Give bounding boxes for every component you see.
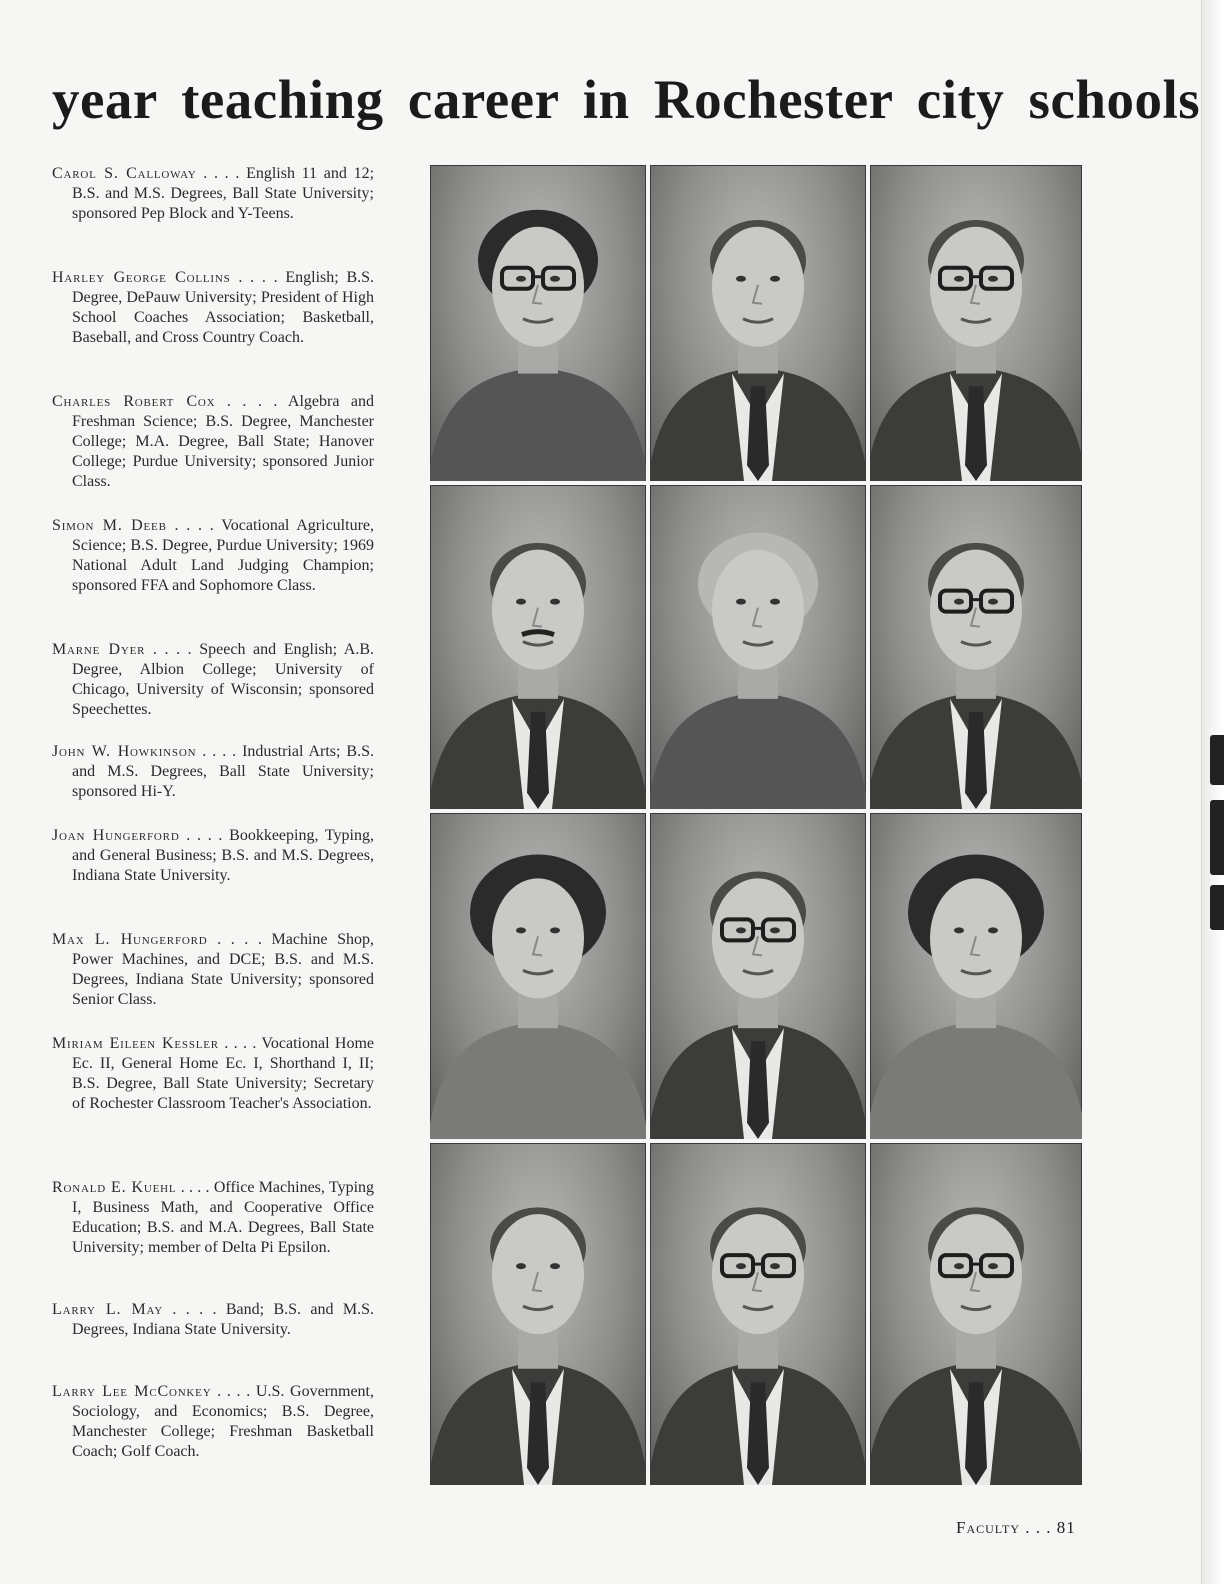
faculty-portrait [870,165,1082,481]
binder-tab [1210,800,1224,875]
faculty-bio: Larry L. May . . . . Band; B.S. and M.S. Degrees, Indiana State University. [52,1301,375,1338]
page-headline: year teaching career in Rochester city schools [52,69,1201,130]
faculty-bio: Max L. Hungerford . . . . Machine Shop, Power Machines, and DCE; B.S. and M.S. Degrees, Indiana State University; sponsored Senior Class. [52,931,374,1008]
faculty-portrait [870,1143,1082,1485]
faculty-portrait [430,813,646,1139]
faculty-portrait [650,165,866,481]
faculty-bio: John W. Howkinson . . . . Industrial Arts; B.S. and M.S. Degrees, Ball State University; sponsored Hi-Y. [52,743,374,800]
footer-section: Faculty [956,1518,1021,1537]
faculty-bio: Miriam Eileen Kessler . . . . Vocational Home Ec. II, General Home Ec. I, Shorthand I, II; B.S. Degree, Ball State University; Secretary of Rochester Classroom Teacher's Association. [52,1035,374,1112]
page-edge [1201,0,1224,1584]
faculty-bio: Charles Robert Cox . . . . Algebra and Freshman Science; B.S. Degree, Manchester College; M.A. Degree, Ball State; Hanover College; Purdue University; sponsored Junior Class. [52,393,375,490]
faculty-bio: Harley George Collins . . . . English; B.S. Degree, DePauw University; President of High School Coaches Association; Basketball, Baseball, and Cross Country Coach. [52,269,375,346]
footer-separator: . . . [1025,1518,1052,1537]
faculty-portrait [430,485,646,809]
faculty-bio: Joan Hungerford . . . . Bookkeeping, Typing, and General Business; B.S. and M.S. Degrees, Indiana State University. [52,827,374,884]
faculty-bio: Marne Dyer . . . . Speech and English; A.B. Degree, Albion College; University of Chicago, University of Wisconsin; sponsored Speechettes. [52,641,374,718]
binder-tab [1210,735,1224,785]
binder-tab [1210,885,1224,930]
faculty-portrait [650,1143,866,1485]
faculty-portrait [430,165,646,481]
page-number: 81 [1056,1518,1076,1537]
faculty-portrait [650,485,866,809]
faculty-bio: Simon M. Deeb . . . . Vocational Agriculture, Science; B.S. Degree, Purdue University; 1969 National Adult Land Judging Champion; sponsored FFA and Sophomore Class. [52,517,375,594]
faculty-portrait [430,1143,646,1485]
faculty-bio: Carol S. Calloway . . . . English 11 and 12; B.S. and M.S. Degrees, Ball State University; sponsored Pep Block and Y-Teens. [52,165,375,222]
faculty-portrait [870,485,1082,809]
page-footer [956,1518,1076,1538]
faculty-portrait [650,813,866,1139]
faculty-portrait [870,813,1082,1139]
faculty-bio: Larry Lee McConkey . . . . U.S. Government, Sociology, and Economics; B.S. Degree, Manchester College; Freshman Basketball Coach; Golf Coach. [52,1383,374,1460]
faculty-bio: Ronald E. Kuehl . . . . Office Machines, Typing I, Business Math, and Cooperative Office Education; B.S. and M.A. Degrees, Ball State University; member of Delta Pi Epsilon. [52,1179,375,1256]
